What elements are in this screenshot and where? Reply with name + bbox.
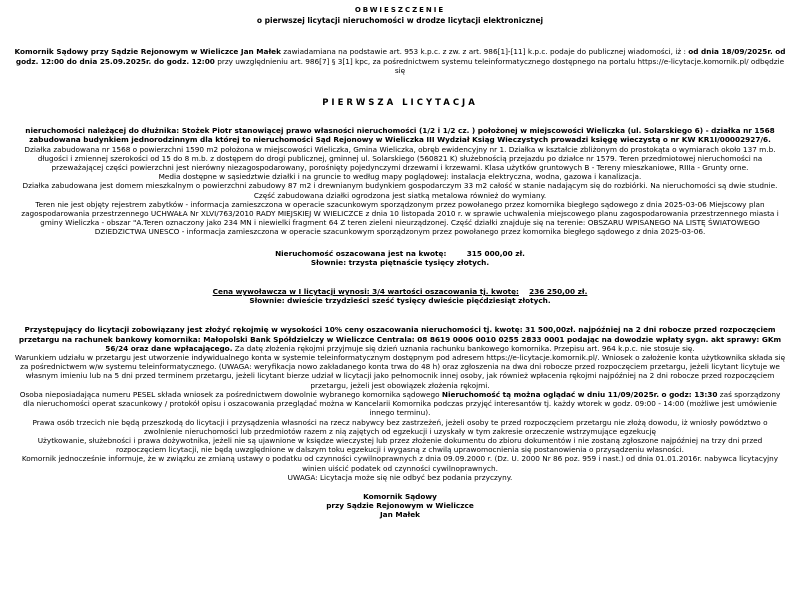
conditions-usage: Użytkowanie, służebności i prawa dożywotnika, jeżeli nie są ujawnione w księdze wieczystej lub przez złożenie dokumentu do zbioru dokumentów i nie zostaną zgłoszone najpóźniej na trzy dni przed rozpoczęciem licytacji, nie będą uwzględnione w dalszym toku egzekucji i wygasną z chwilą uprawomocnienia się postanowienia o przysądzeniu własności. — [37, 435, 763, 455]
signature-name: Jan Małek — [379, 510, 421, 520]
viewing-a: Osoba nieposiadająca numeru PESEL składa wniosek za pośrednictwem dowolnie wybranego komornika sądowego — [19, 389, 442, 399]
intro-rest: zawiadamiana na podstawie art. 953 k.p.c. z zw. z art. 986[1]-[11] k.p.c. podaje do publicznej wiadomości, iż : — [280, 47, 689, 57]
intro-paragraph — [14, 47, 786, 75]
deposit-bold: Przystępujący do licytacji zobowiązany jest złożyć rękojmię w wysokości 10% ceny oszacowania nieruchomości tj. kwotę: 31 500,00zł. najpóźniej na 2 dni robocze przed rozpoczęciem przetargu na rachunek bankowy komornika: Małopolski Bank Spółdzielczy w Wieliczce Centrala: 08 8619 0006 0010 0255 2833 0001 podając na dowodzie wpłaty sygn. akt sprawy: GKm 56/24 oraz dane wpłacającego. — [18, 325, 782, 353]
viewing-b: zaś sporządzony dla nieruchomości operat szacunkowy / protokół opisu i oszacowania przeglądać można w Kancelarii Komornika podczas przyjęć interesantów tj. każdy wtorek w godz. 09:00 - 14:00 (możliwe jest umówienie innego terminu). — [23, 389, 781, 418]
conditions-tax: Komornik jednocześnie informuje, że w związku ze zmianą ustawy o podatku od czynności cywilnoprawnych z dnia 09.09.2000 r. (Dz. U. 2000 Nr 86 poz. 959 i nast.) od dnia 01.01.2016r. nabywca licytacyjny winien uiścić podatek od czynności cywilnoprawnych. — [21, 454, 779, 473]
conditions-warning: UWAGA: Licytacja może się nie odbyć bez podania przyczyny. — [287, 472, 513, 482]
starting-price-line — [14, 287, 786, 296]
conditions-third-party: Prawa osób trzecich nie będą przeszkodą do licytacji i przysądzenia własności na rzecz nabywcy bez zastrzeżeń, jeżeli osoby te przed rozpoczęciem przetargu nie złożą dowodu, iż wniosły powództwo o zwolnienie nieruchomości lub przedmiotów razem z nią zajętych od egzekucji i uzyskały w tym zakresie orzeczenie wstrzymujące egzekucję — [32, 417, 768, 436]
property-desc-3: Działka zabudowana jest domem mieszkalnym o powierzchni zabudowy 87 m2 i drewnianym budynkiem gospodarczym 33 m2 całość w stanie nadającym się do rozbiórki. Na nieruchomości są dwie studnie. Część zabudowana działki ogrodzona jest siatką metalowa również do wymiany. — [22, 181, 778, 200]
property-intro: nieruchomości należącej do dłużnika: Stożek Piotr stanowiącej prawo własności nieruchomości (1/2 i 1/2 cz. ) położonej w miejscowości Wieliczka (ul. Solarskiego 6) - działka nr 1568 zabudowana budynkiem jednorodzinnym dla której to nieruchomości Sąd Rejonowy w Wieliczka III Wydział Ksiąg Wieczystych prowadzi księgę wieczystą o nr KW KR1I/00002927/6. — [25, 126, 775, 145]
intro-tail: przy uwzględnieniu art. 986[7] § 3[1] kpc, za pośrednictwem systemu teleinformatycznego dostępnego na portalu https://e-licytacje.komornik.pl/ odbędzie się — [214, 56, 785, 75]
starting-words: Słownie: dwieście trzydzieści sześć tysięcy dwieście pięćdziesiąt złotych. — [249, 296, 551, 306]
conditions-viewing — [14, 390, 786, 418]
starting-amount: 236 250,00 zł. — [529, 287, 588, 297]
starting-label: Cena wywoławcza w I licytacji wynosi: 3/4 wartości oszacowania tj. kwotę: — [212, 287, 519, 297]
conditions-account: Warunkiem udziału w przetargu jest utworzenie indywidualnego konta w systemie teleinformatycznym dostępnym pod adresem https://e-licytacje.komornik.pl/. Wniosek o założenie konta użytkownika składa się za pośrednictwem w/w systemu teleinformatycznego. (UWAGA: weryfikacja nowo zakładanego konta trwa do 48 h) oraz zgłoszenia na dwa dni robocze przed rozpoczęciem przetargu, jeżeli licytant licytuje we własnym imieniu lub na 5 dni przed terminem przetargu, jeżeli licytant bierze udział w licytacji jako pełnomocnik innej osoby, jak również wpłacenia rękojmi najpóźniej na 2 dni robocze przed rozpoczęciem przetargu, jeżeli jest obowiązek złożenia rękojmi. — [14, 353, 786, 390]
signature-block — [14, 492, 786, 520]
valuation-label: Nieruchomość oszacowana jest na kwotę: — [275, 248, 447, 258]
intro-lead: Komornik Sądowy przy Sądzie Rejonowym w Wieliczce Jan Małek — [14, 47, 281, 57]
notice-heading: OBWIESZCZENIE — [354, 6, 446, 14]
signature-title: Komornik Sądowy — [363, 491, 437, 501]
deposit-paragraph — [14, 325, 786, 353]
signature-court: przy Sądzie Rejonowym w Wieliczce — [326, 501, 474, 511]
intro-dates: od dnia 18/09/2025r. od godz. 12:00 do dnia 25.09.2025r. do godz. 12:00 — [15, 47, 786, 66]
notice-subtitle: o pierwszej licytacji nieruchomości w drodze licytacji elektronicznej — [256, 16, 544, 26]
viewing-bold: Nieruchomość tą można oglądać w dniu 11/09/2025r. o godz: 13:30 — [441, 389, 718, 399]
valuation-amount: 315 000,00 zł. — [466, 248, 525, 258]
auction-title: PIERWSZA LICYTACJA — [322, 98, 478, 109]
property-desc-4: Teren nie jest objęty rejestrem zabytków - informacja zamieszczona w operacie szacunkowym sporządzonym przez powołanego przez komornika biegłego sądowego z dnia 2025-03-06 Miejscowy plan zagospodarowania przestrzennego UCHWAŁA Nr XLVI/763/2010 RADY MIEJSKIEJ W WIELICZCE z dnia 10 listopada 2010 r. w sprawie uchwalenia miejscowego planu zagospodarowania przestrzennego miasta i gminy Wieliczka - obszar "A.Teren oznaczony jako 234 MN i niewielki fragment 64 Z teren zieleni nieurządzonej. Część działki znajduje się na terenie: OBSZARU WPISANEGO NA LISTĘ ŚWIATOWEGO DZIEDZICTWA UNESCO - informacja zamieszczona w operacie szacunkowym sporządzonym przez powołanego przez komornika biegłego sądowego z dnia 2025-03-06. — [21, 199, 779, 237]
valuation-line — [14, 249, 786, 258]
property-desc-1: Działka zabudowana nr 1568 o powierzchni 1590 m2 położona w miejscowości Wieliczka, Gmina Wieliczka, obręb ewidencyjny nr 1. Działka w kształcie zbliżonym do prostokąta o wymiarach około 137 m.b. długości i zmiennej szerokości od 15 do 8 m.b. z dostępem do drogi publicznej, gminnej ul. Solarskiego (560821 K) służebnością przejazdu po działce nr 1579. Teren przedmiotowej nieruchomości na przeważającej części powierzchni jest nierówny niezagospodarowany, porośnięty pojedynczymi drzewami i krzewami. Klasa użytków gruntowych B - Tereny mieszkaniowe, RIIIa - Grunty orne. — [24, 144, 776, 173]
valuation-words: Słownie: trzysta piętnaście tysięcy złotych. — [310, 257, 490, 267]
property-desc-2: Media dostępne w sąsiedztwie działki i na gruncie to według mapy poglądowej: instalacja elektryczna, wodna, gazowa i kanalizacja. — [158, 172, 642, 182]
deposit-rest: Za datę złożenia rękojmi przyjmuje się dzień uznania rachunku bankowego komornika. Przepisu art. 964 k.p.c. nie stosuje się. — [232, 343, 695, 353]
